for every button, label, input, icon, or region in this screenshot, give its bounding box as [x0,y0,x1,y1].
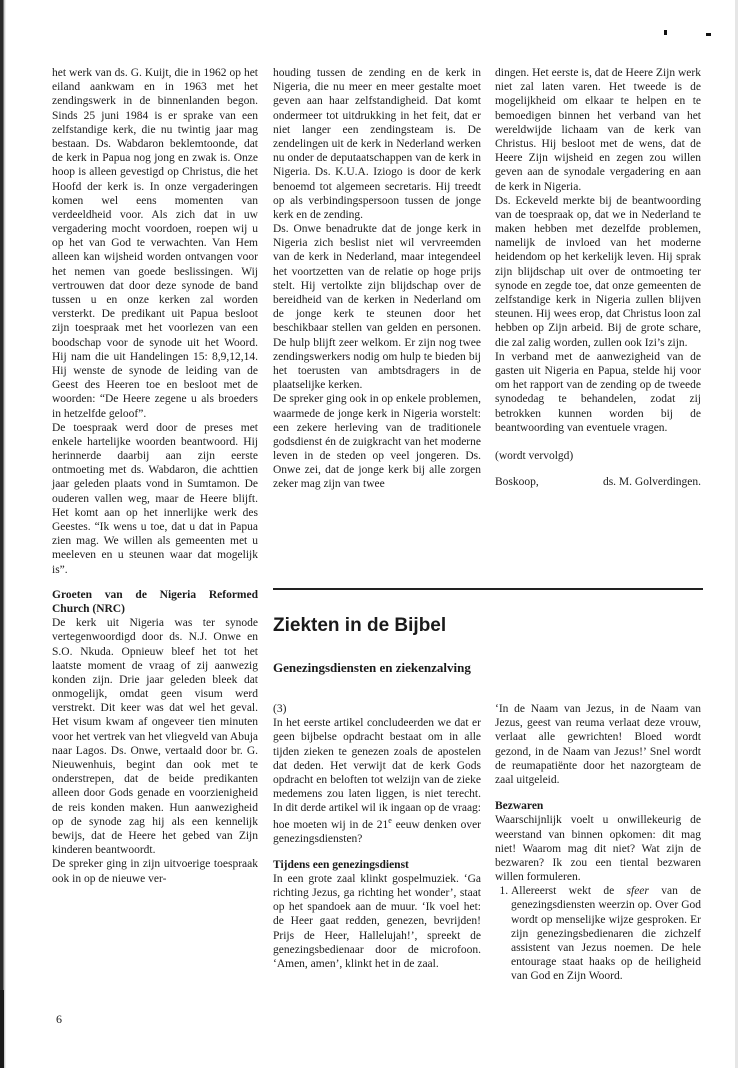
paragraph: In een grote zaal klinkt gospelmuziek. ‘Ga richting Jezus, ga richting het wonder’, staat op het spandoek aan de muur. ‘Ik voel het: de Heer gaat redden, genezen, bevrijden! Prijs de Heer, Hallelujah!’, spreekt de genezingsbedienaar door de microfoon. ‘Amen, amen’, klinkt het in de zaal. [273,872,481,971]
article-number: (3) [273,703,287,715]
paragraph: Waarschijnlijk voelt u onwillekeurig de weerstand van binnen opkomen: dit mag niet! Waarom mag dit niet? Wat zijn de bezwaren? Ik zou een tiental bezwaren willen formuleren. [495,814,701,884]
signature-name: ds. M. Golverdingen. [602,476,701,489]
article-title: Ziekten in de Bijbel [273,615,447,636]
superscript-e: e [388,815,392,825]
column-3 [495,66,701,489]
signature-line [495,475,701,489]
scan-edge-left-dark [0,990,4,1068]
scan-edge-left [0,0,6,1068]
paragraph: houding tussen de zending en de kerk in Nigeria, die nu meer en meer gestalte moet geven aan haar zelfstandigheid. Dat komt ondermeer tot uitdrukking in het feit, dat er niet langer een zendingsteam is. De zendelingen uit de kerk in Nederland werken nu onder de deputaatschappen van de kerk in Nigeria. Ds. K.U.A. Iziogo is door de kerk benoemd tot algemeen secretaris. Hij treedt op als verbindingspersoon tussen de jonge kerk en de zending. [273,67,481,221]
section-heading: Bezwaren [495,800,544,813]
article-subtitle: Genezingsdiensten en ziekenzalving [273,660,471,675]
column-1 [52,66,258,886]
intro-text-end: eeuw denken over genezingsdiensten? [273,818,481,845]
article-column-right [495,702,701,984]
paragraph: In verband met de aanwezigheid van de gasten uit Nigeria en Papua, stelde hij voor om het rapport van de zending op de tweede synodedag te behandelen, zodat zij betrokken kunnen worden bij de beantwoording van eventuele vragen. [495,350,701,434]
scan-speck [664,30,667,35]
paragraph: De kerk uit Nigeria was ter synode vertegenwoordigd door ds. N.J. Onwe en S.O. Nkuda. Opnieuw bleef het tot het laatste moment de vraag of zij aanwezig konden zijn. Drie jaar geleden bleek dat onmogelijk, omdat geen visum werd verstrekt. Dit keer was dat wel het geval. Het visum kwam af ongeveer tien minuten voor het vertrek van het vliegveld van Abuja naar Lagos. Ds. Onwe, vertaald door br. G. Nieuwenhuis, begint dan ook met te onderstrepen, dat de beide predikanten alleen door Gods genade en voorzienigheid de reis konden maken. Hun aanwezigheid op de synode zag hij als een kennelijk bewijs, dat de Heere het gebed van Zijn kinderen beantwoordt. [52,617,258,857]
paragraph: Ds. Eckeveld merkte bij de beantwoording van de toespraak op, dat we in Nederland te maken hebben met dezelfde problemen, namelijk de invloed van het moderne heidendom op het kerkelijk leven. Hij sprak zijn blijdschap uit over de ontmoeting ter synode en zegde toe, dat onze gemeenten de zelfstandige kerk in Nigeria zullen blijven steunen. Hij wees erop, dat Christus loon zal hebben op Zijn arbeid. Bij de grote schare, die zal zalig worden, zullen ook Izi’s zijn. [495,194,701,349]
continued-note: (wordt vervolgd) [495,449,574,462]
paragraph: De spreker ging ook in op enkele problemen, waarmede de jonge kerk in Nigeria worstelt: een zekere herleving van de traditionele godsdienst én de zuigkracht van het moderne leven in de steden op veel jongeren. Ds. Onwe zei, dat de jonge kerk bij alle zorgen zeker mag zijn van twee [273,393,481,491]
column-2 [273,66,481,492]
article-column-left [273,702,481,971]
list-item [511,884,701,983]
section-heading: Tijdens een genezingsdienst [273,858,409,871]
paragraph: Ds. Onwe benadrukte dat de jonge kerk in Nigeria zich beslist niet wil vervreemden van de kerk in Nederland, maar integendeel het voortzetten van de relatie op hoge prijs stelt. Hij vertolkte zijn blijdschap over de bereidheid van de kerken in Nederland om de jonge kerk te steunen door het beschikbaar stellen van gelden en personen. De hulp blijft zeer welkom. Er zijn nog twee zendingswerkers nodig om hulp te bieden bij het toerusten van ambtsdragers in de plaatselijke kerken. [273,223,481,392]
paragraph: het werk van ds. G. Kuijt, die in 1962 op het eiland aankwam en in 1963 met het zendingswerk in de binnenlanden begon. Sinds 25 juni 1984 is er sprake van een zelfstandige kerk, die nu twintig jaar mag bestaan. Ds. Wabdaron beklemtoonde, dat de kerk in Papua nog jong en zwak is. Onze hoop is alleen gevestigd op Christus, die het Hoofd der kerk is. In onze vergaderingen komen wel eens momenten van verdeeldheid voor. Als zich dat in uw vergadering mocht voordoen, roepen wij u op het van God te verwachten. Van Hem alleen kan wijsheid worden ontvangen voor het nemen van goede beslissingen. Wij vertrouwen dat door deze synode de band tussen u en onze kerken zal worden versterkt. De predikant uit Papua besloot zijn toespraak met het voorlezen van een boodschap voor de synode uit het Woord. Hij nam die uit Handelingen 15: 8,9,12,14. Hij wenste de synode de leiding van de Geest des Heeren toe en besloot met de woorden: “De Heere zegene u als broeders in hetzelfde geloof”. [52,67,258,420]
paragraph: dingen. Het eerste is, dat de Heere Zijn werk niet zal laten varen. Het tweede is de mogelijkheid om elkaar te helpen en te bemoedigen binnen het verband van het wereldwijde lichaam van de kerk van Christus. Hij besloot met de wens, dat de Heere Zijn wijsheid en zegen zou willen geven aan de synodale vergadering en aan de kerk in Nigeria. [495,67,701,193]
list-item-text: van de genezingsdiensten weerzin op. Over God wordt op menselijke wijze gesproken. Er zijn genezingsbedienaren die zichzelf assistent van Jezus noemen. De hele entourage staat haaks op de heiligheid van God en Zijn Woord. [511,885,701,983]
paragraph [273,716,481,846]
intro-text: In het eerste artikel concludeerden we dat er geen bijbelse opdracht bestaat om in alle tijden zieken te genezen zoals de apostelen dat deden. Het verwijt dat de kerk Gods opdracht en beloften tot welzijn van de zieke medemens zou laten liggen, is niet terecht. In dit derde artikel wil ik ingaan op de vraag: hoe moeten wij in de 21 [273,717,481,831]
page-number: 6 [56,1012,62,1026]
paragraph: De toespraak werd door de preses met enkele hartelijke woorden beantwoord. Hij herinnerde daarbij aan zijn eerste ontmoeting met ds. Wabdaron, die achttien jaar geleden plaats vond in Sumtamon. De ouderen vallen weg, maar de Heere blijft. Het komt aan op het innerlijke werk des Geestes. “Ik wens u toe, dat u dat in Papua zien mag. We willen als gemeenten met u meeleven en u steunen waar dat mogelijk is”. [52,421,258,576]
objections-list [495,884,701,983]
list-item-emphasis: sfeer [626,885,649,898]
section-heading: Groeten van de Nigeria Reformed Church (NRC) [52,588,258,615]
paragraph: ‘In de Naam van Jezus, in de Naam van Jezus, geest van reuma verlaat deze vrouw, verlaat alle gewrichten! Bloed wordt gezond, in de Naam van Jezus!’ Snel wordt de reumapatiënte door het nazorgteam de zaal uitgeleid. [495,703,701,786]
paragraph: De spreker ging in zijn uitvoerige toespraak ook in op de nieuwe ver- [52,858,258,885]
section-divider [273,588,703,590]
scan-speck [706,33,711,36]
list-item-text: Allereerst wekt de [511,885,627,898]
signature-place: Boskoop, [495,476,539,489]
